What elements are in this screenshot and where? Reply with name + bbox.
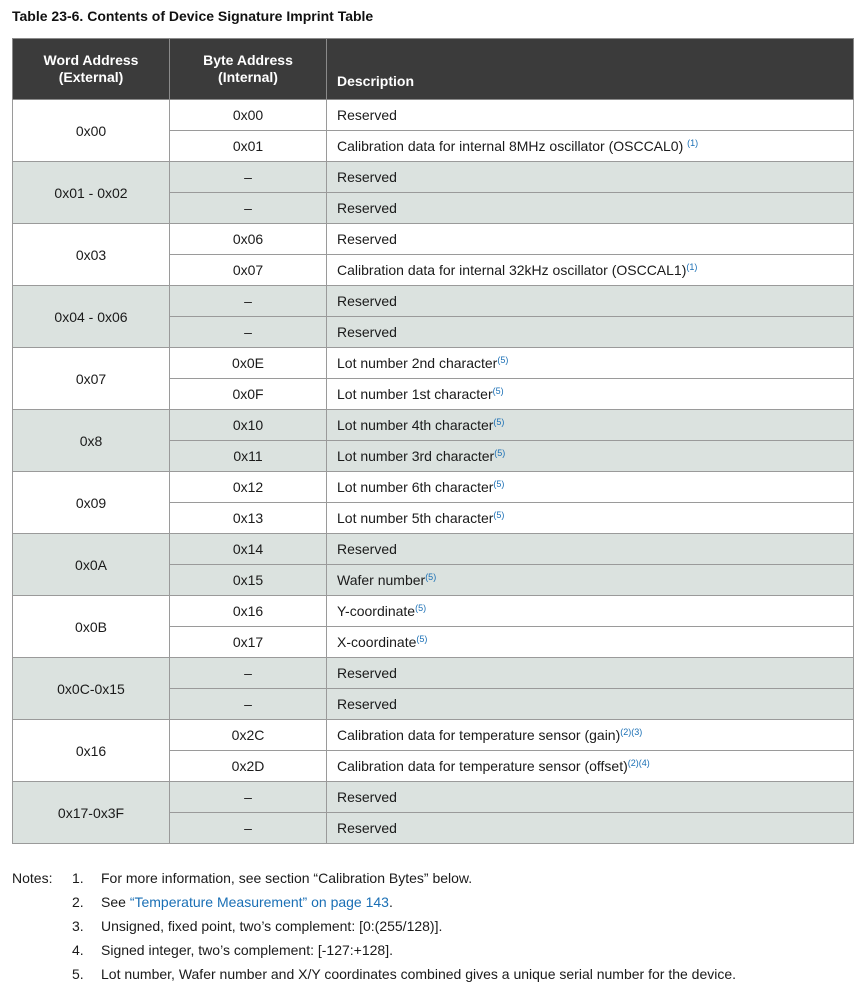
description-cell (327, 751, 854, 782)
description-cell (327, 162, 854, 193)
byte-address-cell: 0x2D (170, 751, 327, 782)
byte-address-cell: 0x01 (170, 131, 327, 162)
byte-address-cell: 0x0F (170, 379, 327, 410)
description-cell (327, 379, 854, 410)
byte-address-cell: 0x10 (170, 410, 327, 441)
description-cell (327, 348, 854, 379)
description-text: Reserved (337, 820, 397, 836)
description-text: Calibration data for temperature sensor (gain) (337, 727, 621, 743)
description-cell (327, 658, 854, 689)
description-text: Wafer number (337, 572, 426, 588)
byte-address-cell: 0x0E (170, 348, 327, 379)
word-address-cell: 0x07 (13, 348, 170, 410)
temperature-measurement-link[interactable]: “Temperature Measurement” on page 143 (129, 894, 389, 910)
description-cell (327, 596, 854, 627)
footnote-ref[interactable]: (1) (686, 262, 698, 272)
note-text-pre: See (101, 894, 130, 910)
header-word-line2: (External) (58, 69, 124, 85)
footnote-ref[interactable]: (5) (415, 603, 427, 613)
byte-address-cell: 0x07 (170, 255, 327, 286)
note-number: 1. (72, 870, 84, 886)
byte-address-cell: 0x11 (170, 441, 327, 472)
table-header-row (13, 39, 854, 100)
footnote-ref[interactable]: (5) (493, 479, 505, 489)
word-address-cell: 0x03 (13, 224, 170, 286)
byte-address-cell: – (170, 689, 327, 720)
note-text (101, 914, 442, 938)
description-cell (327, 286, 854, 317)
byte-address-cell: 0x00 (170, 100, 327, 131)
description-cell (327, 255, 854, 286)
description-text: Reserved (337, 107, 397, 123)
note-text-pre: For more information, see section “Calibration Bytes” below. (101, 870, 473, 886)
byte-address-cell: 0x2C (170, 720, 327, 751)
description-text: Reserved (337, 541, 397, 557)
byte-address-cell: 0x17 (170, 627, 327, 658)
description-cell (327, 193, 854, 224)
description-text: Reserved (337, 696, 397, 712)
table-caption: Table 23-6. Contents of Device Signature Imprint Table (12, 8, 374, 24)
word-address-cell: 0x16 (13, 720, 170, 782)
footnote-ref[interactable]: (5) (493, 417, 505, 427)
description-text: Lot number 3rd character (337, 448, 495, 464)
description-cell (327, 410, 854, 441)
description-text: Lot number 2nd character (337, 355, 498, 371)
word-address-cell: 0x01 - 0x02 (13, 162, 170, 224)
table-body (13, 100, 854, 844)
byte-address-cell: – (170, 658, 327, 689)
description-cell (327, 627, 854, 658)
word-address-cell: 0x04 - 0x06 (13, 286, 170, 348)
description-cell (327, 720, 854, 751)
notes-label: Notes: (12, 870, 53, 886)
byte-address-cell: 0x15 (170, 565, 327, 596)
footnote-ref[interactable]: (1) (687, 138, 699, 148)
note-text (101, 938, 393, 962)
description-text: Reserved (337, 231, 397, 247)
word-address-cell: 0x8 (13, 410, 170, 472)
note-text-post: . (388, 894, 393, 910)
byte-address-cell: – (170, 782, 327, 813)
note-number: 3. (72, 918, 84, 934)
note-text (101, 890, 393, 914)
header-word-address (13, 39, 170, 100)
byte-address-cell: – (170, 193, 327, 224)
footnote-ref[interactable]: (5) (416, 634, 428, 644)
footnote-ref[interactable]: (5) (493, 510, 505, 520)
description-text: Lot number 5th character (337, 510, 494, 526)
description-text: X-coordinate (337, 634, 417, 650)
table-row (13, 286, 854, 317)
footnote-ref[interactable]: (2)(3) (620, 727, 643, 737)
note-text-pre: Unsigned, fixed point, two’s complement: [0:(255/128)]. (101, 918, 443, 934)
table-row (13, 472, 854, 503)
note-text (101, 962, 736, 986)
footnote-ref[interactable]: (5) (425, 572, 437, 582)
description-text: Lot number 4th character (337, 417, 494, 433)
description-cell (327, 689, 854, 720)
description-cell (327, 782, 854, 813)
table-row (13, 720, 854, 751)
note-number: 2. (72, 894, 84, 910)
note-number: 4. (72, 942, 84, 958)
byte-address-cell: 0x14 (170, 534, 327, 565)
description-text: Y-coordinate (337, 603, 416, 619)
table-row (13, 348, 854, 379)
description-cell (327, 813, 854, 844)
note-text-pre: Lot number, Wafer number and X/Y coordinates combined gives a unique serial number for the device. (101, 966, 737, 982)
table-row (13, 100, 854, 131)
byte-address-cell: 0x06 (170, 224, 327, 255)
footnote-ref[interactable]: (5) (494, 448, 506, 458)
table-row (13, 224, 854, 255)
table-row (13, 162, 854, 193)
signature-imprint-table (12, 38, 854, 844)
byte-address-cell: 0x12 (170, 472, 327, 503)
table-row (13, 658, 854, 689)
description-cell (327, 100, 854, 131)
byte-address-cell: – (170, 317, 327, 348)
description-cell (327, 472, 854, 503)
description-text: Reserved (337, 169, 397, 185)
description-text: Reserved (337, 200, 397, 216)
byte-address-cell: – (170, 286, 327, 317)
byte-address-cell: 0x13 (170, 503, 327, 534)
footnote-ref[interactable]: (2)(4) (627, 758, 650, 768)
description-text: Lot number 6th character (337, 479, 494, 495)
description-text: Calibration data for internal 8MHz oscillator (OSCCAL0) (337, 138, 688, 154)
description-text: Lot number 1st character (337, 386, 493, 402)
word-address-cell: 0x00 (13, 100, 170, 162)
description-cell (327, 565, 854, 596)
note-number: 5. (72, 966, 84, 982)
word-address-cell: 0x0A (13, 534, 170, 596)
description-cell (327, 534, 854, 565)
word-address-cell: 0x0B (13, 596, 170, 658)
word-address-cell: 0x17-0x3F (13, 782, 170, 844)
note-text (101, 866, 472, 890)
description-text: Reserved (337, 789, 397, 805)
byte-address-cell: 0x16 (170, 596, 327, 627)
word-address-cell: 0x0C-0x15 (13, 658, 170, 720)
description-cell (327, 131, 854, 162)
description-cell (327, 224, 854, 255)
description-cell (327, 503, 854, 534)
table-row (13, 410, 854, 441)
table-row (13, 534, 854, 565)
footnote-ref[interactable]: (5) (497, 355, 509, 365)
description-text: Calibration data for temperature sensor (offset) (337, 758, 628, 774)
byte-address-cell: – (170, 162, 327, 193)
description-text: Reserved (337, 293, 397, 309)
header-word-line1: Word Address (43, 52, 139, 68)
header-byte-address (170, 39, 327, 100)
table-row (13, 596, 854, 627)
description-text: Reserved (337, 665, 397, 681)
description-cell (327, 317, 854, 348)
word-address-cell: 0x09 (13, 472, 170, 534)
footnote-ref[interactable]: (5) (492, 386, 504, 396)
header-description: Description (327, 39, 854, 100)
description-text: Reserved (337, 324, 397, 340)
description-text: Calibration data for internal 32kHz oscillator (OSCCAL1) (337, 262, 687, 278)
description-cell (327, 441, 854, 472)
header-byte-line2: (Internal) (218, 69, 278, 85)
table-row (13, 782, 854, 813)
header-byte-line1: Byte Address (203, 52, 293, 68)
note-text-pre: Signed integer, two’s complement: [-127:+128]. (101, 942, 393, 958)
byte-address-cell: – (170, 813, 327, 844)
